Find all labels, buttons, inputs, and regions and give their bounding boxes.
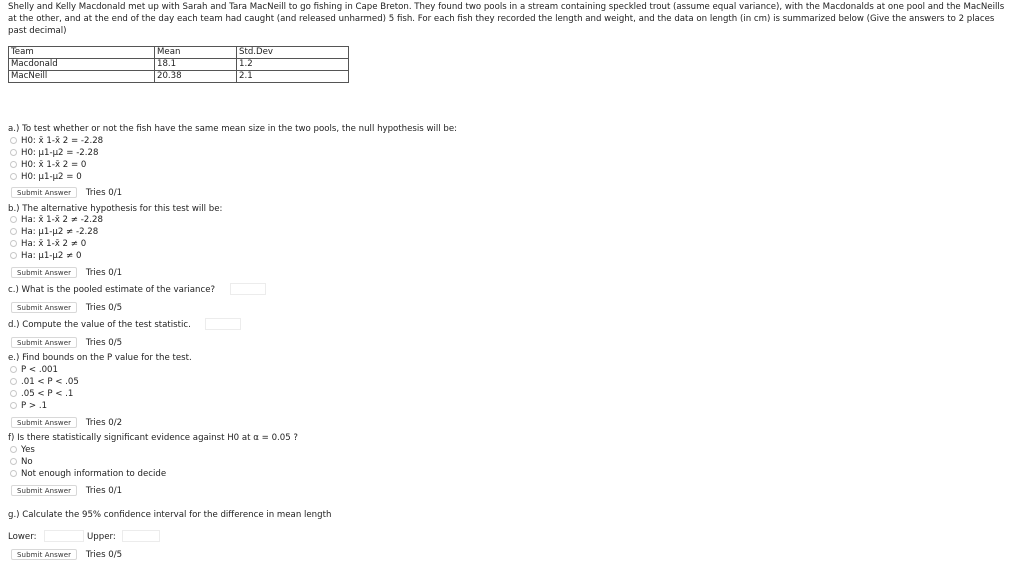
radio-button[interactable]: [10, 149, 17, 156]
radio-button[interactable]: [10, 252, 17, 259]
radio-button[interactable]: [10, 446, 17, 453]
question-b-option[interactable]: Ha: μ1-μ2 ≠ -2.28: [10, 226, 98, 237]
question-a-option[interactable]: H0: μ1-μ2 = -2.28: [10, 147, 98, 158]
table-cell: 1.2: [237, 59, 349, 71]
problem-intro: Shelly and Kelly Macdonald met up with Sarah and Tara MacNeill to go fishing in Cape Breton. They found two pools in a stream containing speckled trout (assume equal variance), with the Macdonalds at one pool and the MacNeills at the other, and at the end of the day each team had caught (and released unharmed) 5 fish. For each fish they recorded the length and weight, and the data on length (in cm) is summarized below (Give the answers to 2 places past decimal): [8, 2, 1005, 36]
radio-button[interactable]: [10, 402, 17, 409]
radio-button[interactable]: [10, 390, 17, 397]
question-a-submit-row: [11, 187, 122, 198]
radio-button[interactable]: [10, 458, 17, 465]
question-f-option[interactable]: No: [10, 456, 33, 467]
question-a-prompt: a.) To test whether or not the fish have the same mean size in the two pools, the null hypothesis will be:: [8, 124, 458, 134]
table-cell: 20.38: [155, 71, 237, 83]
question-f-option[interactable]: Yes: [10, 444, 35, 455]
question-e-option[interactable]: P < .001: [10, 364, 58, 375]
tries-counter: Tries 0/2: [85, 418, 123, 428]
question-e-prompt: e.) Find bounds on the P value for the test.: [8, 353, 192, 363]
question-b-option[interactable]: Ha: x̄ 1-x̄ 2 ≠ -2.28: [10, 214, 103, 225]
question-a-option[interactable]: H0: x̄ 1-x̄ 2 = 0: [10, 159, 86, 170]
question-c-submit-row: [11, 302, 122, 313]
radio-button[interactable]: [10, 228, 17, 235]
tries-counter: Tries 0/1: [85, 268, 123, 278]
submit-answer-button[interactable]: Submit Answer: [11, 302, 77, 313]
radio-button[interactable]: [10, 161, 17, 168]
tries-counter: Tries 0/5: [85, 550, 123, 560]
submit-answer-button[interactable]: Submit Answer: [11, 337, 77, 348]
lower-bound-input[interactable]: [44, 530, 84, 542]
radio-button[interactable]: [10, 366, 17, 373]
question-e-option[interactable]: .01 < P < .05: [10, 376, 79, 387]
question-g-submit-row: [11, 549, 122, 560]
radio-button[interactable]: [10, 137, 17, 144]
submit-answer-button[interactable]: Submit Answer: [11, 187, 77, 198]
tries-counter: Tries 0/1: [85, 486, 123, 496]
table-row: [9, 71, 349, 83]
submit-answer-button[interactable]: Submit Answer: [11, 267, 77, 278]
question-a-option[interactable]: H0: x̄ 1-x̄ 2 = -2.28: [10, 135, 103, 146]
question-a-option[interactable]: H0: μ1-μ2 = 0: [10, 171, 82, 182]
question-e-option[interactable]: .05 < P < .1: [10, 388, 73, 399]
radio-button[interactable]: [10, 216, 17, 223]
table-cell: 18.1: [155, 59, 237, 71]
upper-label: Upper:: [87, 532, 116, 542]
question-f-prompt: f) Is there statistically significant evidence against H0 at α = 0.05 ?: [8, 433, 298, 443]
radio-button[interactable]: [10, 173, 17, 180]
tries-counter: Tries 0/1: [85, 188, 123, 198]
submit-answer-button[interactable]: Submit Answer: [11, 485, 77, 496]
question-e-option[interactable]: P > .1: [10, 400, 47, 411]
question-f-option[interactable]: Not enough information to decide: [10, 468, 166, 479]
table-cell: 2.1: [237, 71, 349, 83]
summary-table: [8, 46, 349, 83]
upper-bound-input[interactable]: [122, 530, 160, 542]
radio-button[interactable]: [10, 240, 17, 247]
question-d-prompt: d.) Compute the value of the test statistic.: [8, 320, 191, 330]
test-statistic-input[interactable]: [205, 318, 241, 330]
radio-button[interactable]: [10, 378, 17, 385]
lower-label: Lower:: [8, 532, 37, 542]
question-g-prompt: g.) Calculate the 95% confidence interval for the difference in mean length: [8, 510, 332, 520]
tries-counter: Tries 0/5: [85, 303, 123, 313]
table-header-cell: Team: [9, 47, 155, 59]
question-b-option[interactable]: Ha: μ1-μ2 ≠ 0: [10, 250, 81, 261]
table-header-cell: Mean: [155, 47, 237, 59]
question-e-submit-row: [11, 417, 122, 428]
submit-answer-button[interactable]: Submit Answer: [11, 549, 77, 560]
question-c-prompt: c.) What is the pooled estimate of the variance?: [8, 285, 216, 295]
question-b-option[interactable]: Ha: x̄ 1-x̄ 2 ≠ 0: [10, 238, 86, 249]
tries-counter: Tries 0/5: [85, 338, 123, 348]
radio-button[interactable]: [10, 470, 17, 477]
table-header-row: [9, 47, 349, 59]
question-b-prompt: b.) The alternative hypothesis for this test will be:: [8, 204, 223, 214]
question-f-submit-row: [11, 485, 122, 496]
table-header-cell: Std.Dev: [237, 47, 349, 59]
table-cell: Macdonald: [9, 59, 155, 71]
pooled-variance-input[interactable]: [230, 283, 266, 295]
question-d-submit-row: [11, 337, 122, 348]
submit-answer-button[interactable]: Submit Answer: [11, 417, 77, 428]
question-b-submit-row: [11, 267, 122, 278]
table-cell: MacNeill: [9, 71, 155, 83]
table-row: [9, 59, 349, 71]
